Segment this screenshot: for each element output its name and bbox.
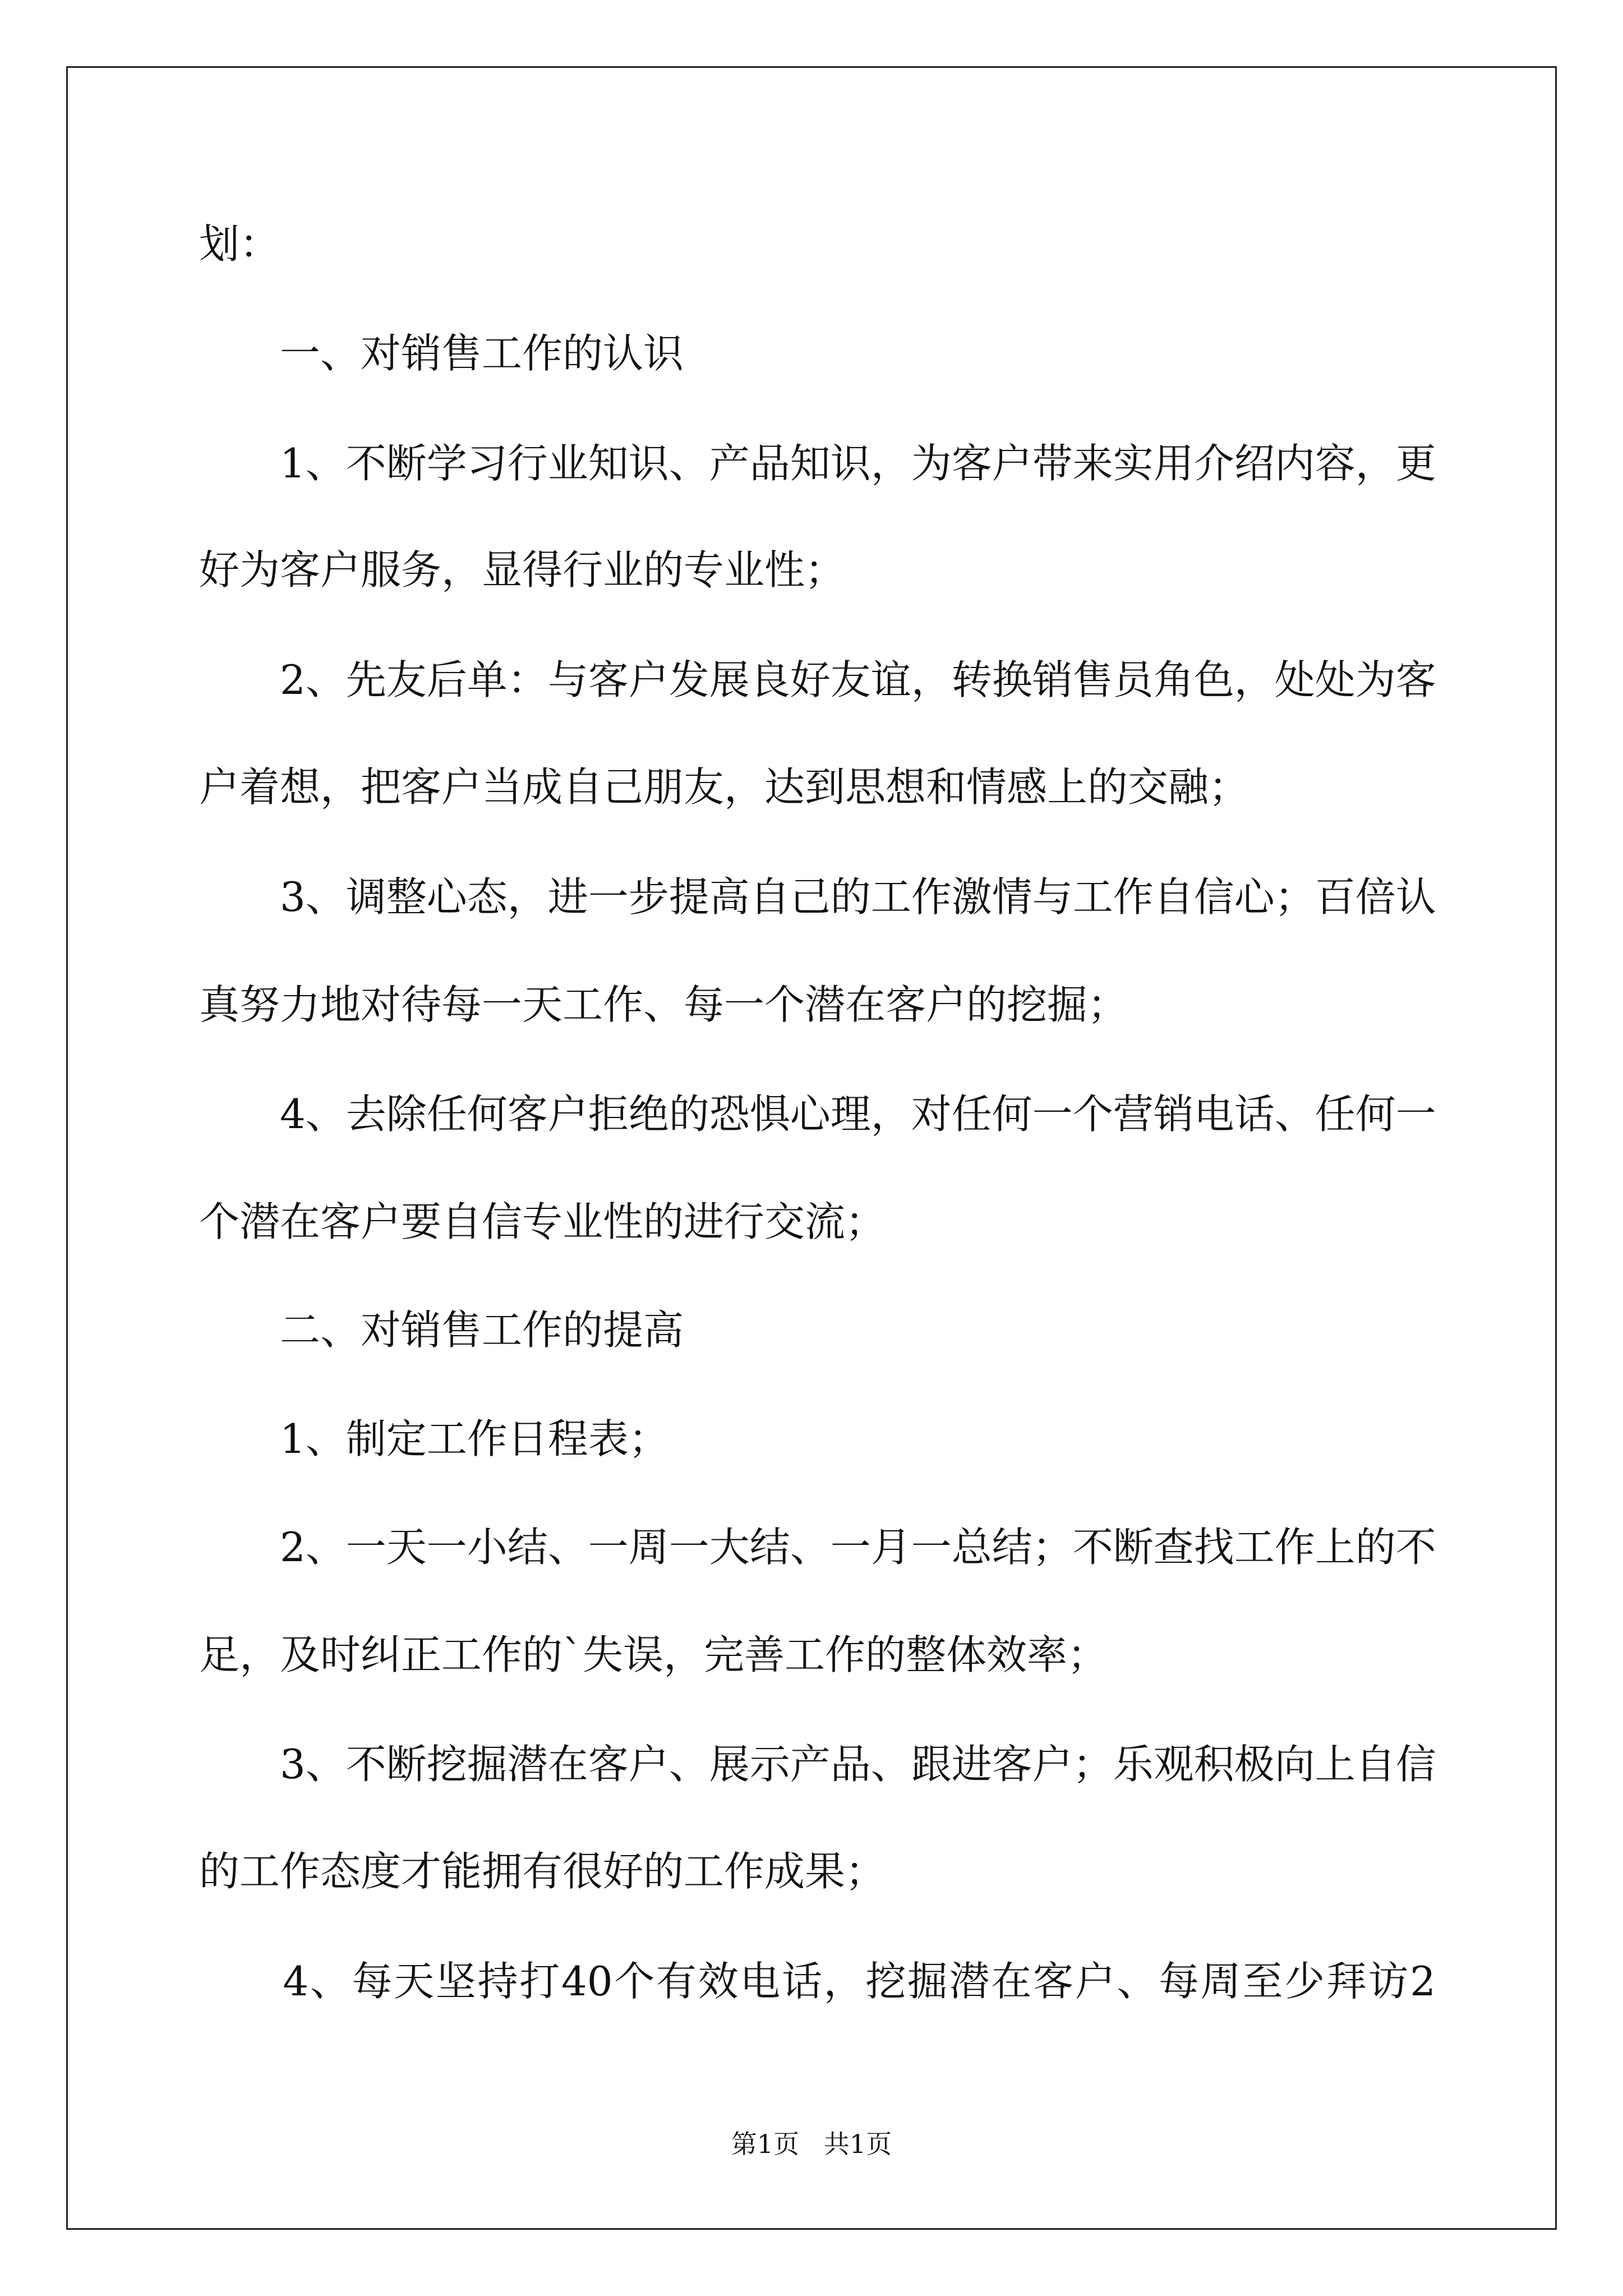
text-line: 户着想，把客户当成自己朋友，达到思想和情感上的交融； [199, 763, 1249, 811]
text-line: 真努力地对待每一天工作、每一个潜在客户的挖掘； [199, 981, 1128, 1028]
section-heading: 一、对销售工作的认识 [199, 330, 684, 377]
text-line: 好为客户服务，显得行业的专业性； [199, 546, 846, 593]
text-line: 划： [199, 220, 280, 268]
page-border [66, 66, 1557, 2230]
text-line: 2、一天一小结、一周一大结、一月一总结；不断查找工作上的不 [199, 1524, 1436, 1571]
text-line: 1、不断学习行业知识、产品知识，为客户带来实用介绍内容，更 [199, 440, 1436, 487]
section-heading: 二、对销售工作的提高 [199, 1306, 684, 1354]
text-line: 4、去除任何客户拒绝的恐惧心理，对任何一个营销电话、任何一 [199, 1091, 1436, 1138]
text-line: 3、调整心态，进一步提高自己的工作激情与工作自信心；百倍认 [199, 873, 1436, 921]
text-line: 3、不断挖掘潜在客户、展示产品、跟进客户；乐观积极向上自信 [199, 1741, 1436, 1788]
text-line: 4、每天坚持打40个有效电话，挖掘潜在客户、每周至少拜访2 [199, 1958, 1436, 2005]
text-line: 1、制定工作日程表； [199, 1415, 669, 1462]
text-line: 个潜在客户要自信专业性的进行交流； [199, 1198, 886, 1245]
page-number-footer: 第1页 共1页 [731, 2129, 892, 2159]
text-line: 的工作态度才能拥有很好的工作成果； [199, 1848, 886, 1895]
text-line: 足，及时纠正工作的`失误，完善工作的整体效率； [199, 1631, 1108, 1678]
text-line: 2、先友后单：与客户发展良好友谊，转换销售员角色，处处为客 [199, 656, 1436, 703]
